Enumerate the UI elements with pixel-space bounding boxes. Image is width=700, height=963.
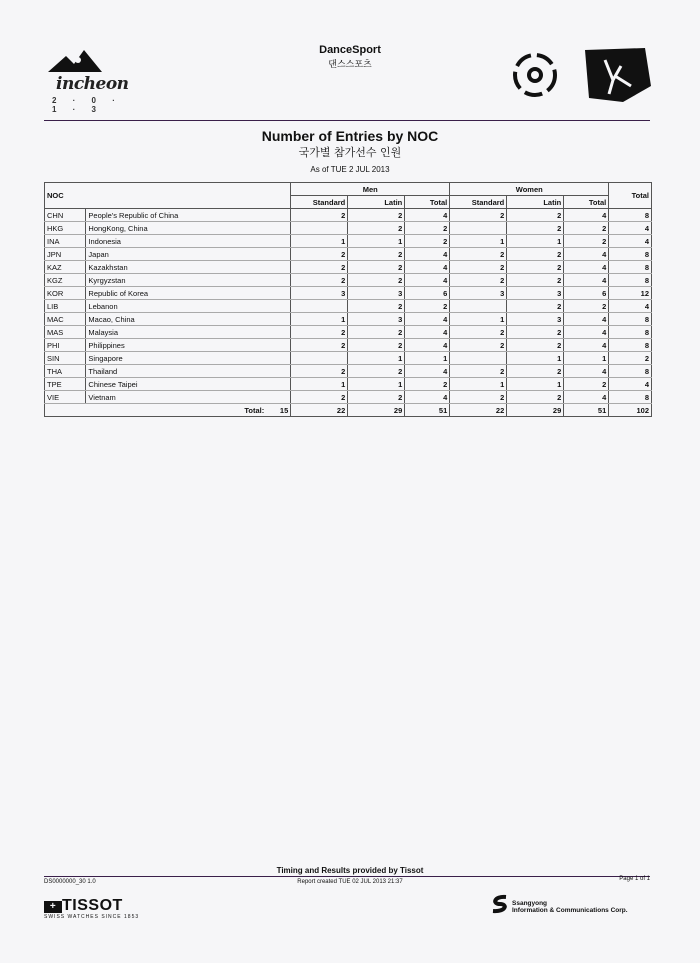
table-row [45, 222, 652, 235]
row-total: 8 [609, 313, 652, 326]
row-total: 8 [609, 365, 652, 378]
timing-provider: Timing and Results provided by Tissot [276, 866, 424, 875]
men-total: 1 [405, 352, 450, 365]
table-row [45, 352, 652, 365]
row-total: 4 [609, 235, 652, 248]
men-total: 4 [405, 261, 450, 274]
header-rule [44, 120, 650, 121]
table-row [45, 287, 652, 300]
report-title-korean: 국가별 참가선수 인원 [298, 146, 402, 159]
women-latin: 2 [507, 222, 564, 235]
noc-code: TPE [45, 378, 86, 391]
total-women-latin: 29 [507, 404, 564, 417]
doc-code: DS0000000_30 1.0 [44, 879, 96, 885]
women-latin: 2 [507, 391, 564, 404]
col-women-standard: Standard [450, 196, 507, 209]
spacer [266, 365, 291, 378]
col-women-latin: Latin [507, 196, 564, 209]
row-total: 4 [609, 300, 652, 313]
ssangyong-s-icon [490, 894, 510, 919]
men-standard: 1 [291, 235, 348, 248]
men-standard: 2 [291, 339, 348, 352]
col-men-latin: Latin [348, 196, 405, 209]
women-total: 4 [564, 365, 609, 378]
noc-code: INA [45, 235, 86, 248]
men-standard: 2 [291, 209, 348, 222]
men-latin: 2 [348, 365, 405, 378]
spacer [266, 352, 291, 365]
report-title: Number of Entries by NOC [261, 128, 439, 144]
men-latin: 1 [348, 352, 405, 365]
row-total: 8 [609, 391, 652, 404]
women-latin: 2 [507, 300, 564, 313]
spacer [266, 274, 291, 287]
women-total: 2 [564, 378, 609, 391]
men-latin: 2 [348, 248, 405, 261]
women-total: 4 [564, 313, 609, 326]
logo-brand: incheon [56, 74, 129, 94]
country-name: Indonesia [86, 235, 266, 248]
men-total: 4 [405, 326, 450, 339]
men-total: 4 [405, 391, 450, 404]
women-total: 4 [564, 274, 609, 287]
entries-body [45, 209, 652, 404]
men-standard: 2 [291, 261, 348, 274]
men-standard [291, 352, 348, 365]
total-women-standard: 22 [450, 404, 507, 417]
spacer [266, 235, 291, 248]
women-total: 2 [564, 300, 609, 313]
men-latin: 1 [348, 378, 405, 391]
country-name: Chinese Taipei [86, 378, 266, 391]
spacer [266, 326, 291, 339]
country-name: Japan [86, 248, 266, 261]
col-men-standard: Standard [291, 196, 348, 209]
men-latin: 2 [348, 326, 405, 339]
men-standard: 2 [291, 326, 348, 339]
men-standard [291, 300, 348, 313]
noc-code: CHN [45, 209, 86, 222]
country-name: Republic of Korea [86, 287, 266, 300]
page-number: Page 1 of 1 [619, 876, 650, 882]
spacer [266, 378, 291, 391]
women-standard: 2 [450, 248, 507, 261]
table-row [45, 326, 652, 339]
spacer [266, 300, 291, 313]
women-standard: 2 [450, 339, 507, 352]
women-standard: 2 [450, 209, 507, 222]
total-men-total: 51 [405, 404, 450, 417]
row-total: 8 [609, 248, 652, 261]
noc-code: KGZ [45, 274, 86, 287]
spacer [266, 391, 291, 404]
women-total: 4 [564, 209, 609, 222]
tissot-logo [44, 897, 123, 915]
women-latin: 2 [507, 248, 564, 261]
row-total: 2 [609, 352, 652, 365]
ssangyong-brand: Ssangyong [512, 900, 548, 907]
men-latin: 2 [348, 339, 405, 352]
spacer [266, 339, 291, 352]
women-standard: 2 [450, 365, 507, 378]
women-standard: 3 [450, 287, 507, 300]
table-row [45, 365, 652, 378]
men-total: 4 [405, 365, 450, 378]
country-name: Malaysia [86, 326, 266, 339]
games-emblem-icon [505, 46, 655, 104]
women-total: 4 [564, 339, 609, 352]
women-total: 6 [564, 287, 609, 300]
men-total: 2 [405, 235, 450, 248]
col-men-total: Total [405, 196, 450, 209]
women-standard [450, 222, 507, 235]
noc-code: PHI [45, 339, 86, 352]
country-name: Vietnam [86, 391, 266, 404]
country-name: Kyrgyzstan [86, 274, 266, 287]
country-name: Macao, China [86, 313, 266, 326]
men-latin: 2 [348, 261, 405, 274]
women-latin: 2 [507, 274, 564, 287]
men-latin: 2 [348, 391, 405, 404]
footer-rule [44, 876, 650, 877]
table-row [45, 300, 652, 313]
spacer [266, 222, 291, 235]
table-row [45, 261, 652, 274]
country-name: HongKong, China [86, 222, 266, 235]
men-latin: 2 [348, 300, 405, 313]
tissot-wordmark: TISSOT [62, 897, 123, 914]
women-standard: 2 [450, 274, 507, 287]
table-row [45, 391, 652, 404]
men-latin: 1 [348, 235, 405, 248]
noc-code: JPN [45, 248, 86, 261]
noc-code: VIE [45, 391, 86, 404]
women-total: 4 [564, 326, 609, 339]
group-women: Women [450, 183, 609, 196]
noc-code: MAC [45, 313, 86, 326]
country-name: Philippines [86, 339, 266, 352]
men-standard: 1 [291, 378, 348, 391]
row-total: 8 [609, 209, 652, 222]
country-name: Singapore [86, 352, 266, 365]
men-standard: 2 [291, 274, 348, 287]
men-latin: 3 [348, 313, 405, 326]
men-total: 6 [405, 287, 450, 300]
noc-code: LIB [45, 300, 86, 313]
women-latin: 2 [507, 209, 564, 222]
women-latin: 3 [507, 287, 564, 300]
row-total: 8 [609, 339, 652, 352]
men-latin: 3 [348, 287, 405, 300]
col-women-total: Total [564, 196, 609, 209]
sport-title: DanceSport [319, 44, 381, 56]
table-row [45, 339, 652, 352]
women-latin: 2 [507, 365, 564, 378]
spacer [266, 209, 291, 222]
country-name: People's Republic of China [86, 209, 266, 222]
women-standard: 1 [450, 235, 507, 248]
total-noc-count: 15 [266, 404, 291, 417]
entries-table [44, 182, 652, 417]
spacer [266, 248, 291, 261]
men-total: 4 [405, 209, 450, 222]
women-standard: 2 [450, 261, 507, 274]
total-men-latin: 29 [348, 404, 405, 417]
report-created: Report created TUE 02 JUL 2013 21:37 [297, 879, 403, 885]
men-latin: 2 [348, 274, 405, 287]
noc-code: HKG [45, 222, 86, 235]
women-latin: 1 [507, 352, 564, 365]
women-latin: 2 [507, 261, 564, 274]
table-row [45, 274, 652, 287]
tissot-cross-icon: + [44, 901, 62, 913]
men-standard: 2 [291, 365, 348, 378]
women-standard [450, 300, 507, 313]
ssangyong-name: Information & Communications Corp. [512, 907, 628, 914]
col-noc: NOC [45, 183, 291, 209]
row-total: 12 [609, 287, 652, 300]
total-grand: 102 [609, 404, 652, 417]
row-total: 4 [609, 222, 652, 235]
men-latin: 2 [348, 222, 405, 235]
logo-year: 2 · 0 · 1 · 3 [52, 96, 122, 114]
total-women-total: 51 [564, 404, 609, 417]
spacer [266, 261, 291, 274]
table-row [45, 313, 652, 326]
men-total: 2 [405, 378, 450, 391]
noc-code: KAZ [45, 261, 86, 274]
sport-title-korean: 댄스스포츠 [328, 60, 372, 70]
women-standard: 1 [450, 313, 507, 326]
men-total: 4 [405, 274, 450, 287]
row-total: 4 [609, 378, 652, 391]
as-of-date: As of TUE 2 JUL 2013 [310, 165, 390, 174]
women-standard: 1 [450, 378, 507, 391]
women-standard [450, 352, 507, 365]
country-name: Lebanon [86, 300, 266, 313]
men-total: 4 [405, 313, 450, 326]
table-row [45, 209, 652, 222]
men-standard [291, 222, 348, 235]
men-total: 4 [405, 339, 450, 352]
noc-code: THA [45, 365, 86, 378]
women-total: 2 [564, 235, 609, 248]
women-total: 2 [564, 222, 609, 235]
country-name: Thailand [86, 365, 266, 378]
total-label: Total: [86, 404, 266, 417]
men-total: 2 [405, 222, 450, 235]
row-total: 8 [609, 261, 652, 274]
table-row [45, 235, 652, 248]
country-name: Kazakhstan [86, 261, 266, 274]
tissot-tagline: SWISS WATCHES SINCE 1853 [44, 914, 140, 920]
row-total: 8 [609, 326, 652, 339]
spacer [266, 287, 291, 300]
women-latin: 3 [507, 313, 564, 326]
men-total: 4 [405, 248, 450, 261]
table-row [45, 248, 652, 261]
women-latin: 1 [507, 235, 564, 248]
men-latin: 2 [348, 209, 405, 222]
noc-code: KOR [45, 287, 86, 300]
ssangyong-logo [512, 900, 628, 914]
col-total: Total [609, 183, 652, 209]
women-latin: 2 [507, 339, 564, 352]
row-total: 8 [609, 274, 652, 287]
men-standard: 2 [291, 248, 348, 261]
women-standard: 2 [450, 326, 507, 339]
men-total: 2 [405, 300, 450, 313]
total-men-standard: 22 [291, 404, 348, 417]
women-latin: 1 [507, 378, 564, 391]
men-standard: 2 [291, 391, 348, 404]
women-total: 4 [564, 391, 609, 404]
men-standard: 3 [291, 287, 348, 300]
group-men: Men [291, 183, 450, 196]
noc-code: SIN [45, 352, 86, 365]
women-total: 1 [564, 352, 609, 365]
table-row [45, 378, 652, 391]
spacer [266, 313, 291, 326]
women-total: 4 [564, 248, 609, 261]
women-total: 4 [564, 261, 609, 274]
noc-code: MAS [45, 326, 86, 339]
event-logos [505, 46, 655, 104]
women-latin: 2 [507, 326, 564, 339]
women-standard: 2 [450, 391, 507, 404]
men-standard: 1 [291, 313, 348, 326]
